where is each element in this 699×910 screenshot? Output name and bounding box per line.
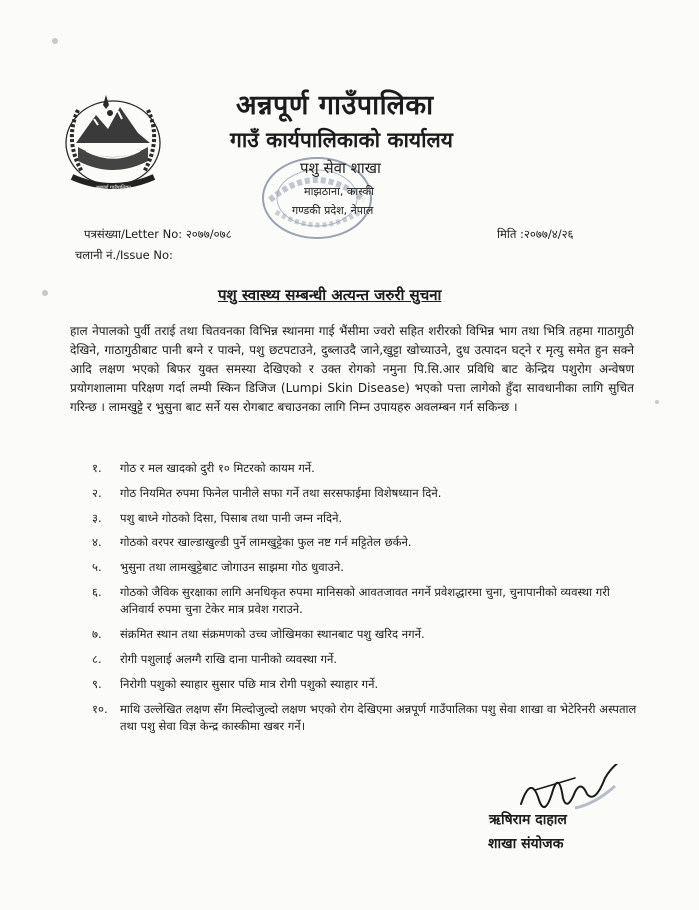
scan-speck <box>52 38 58 44</box>
list-item-number: ३. <box>92 510 102 525</box>
scan-speck <box>42 290 48 296</box>
list-item-number: ७. <box>92 627 102 642</box>
measures-list <box>92 460 638 743</box>
list-item <box>92 534 638 552</box>
notice-subject: पशु स्वास्थ्य सम्बन्धी अत्यन्त जरुरी सुचना <box>218 286 442 304</box>
list-item <box>92 559 638 577</box>
list-item-text: गोठ नियमित रुपमा फिनेल पानीले सफा गर्ने तथा सरसफाईमा विशेषध्यान दिने. <box>120 485 442 500</box>
list-item-text: गोठको वरपर खाल्डाखुल्डी पुर्ने लामखुट्टेका फुल नष्ट गर्न मट्टितेल छर्कने. <box>120 535 412 550</box>
list-item <box>92 510 638 528</box>
list-item-text: भुसुना तथा लामखुट्टेबाट जोगाउन साझमा गोठ धुवाउने. <box>120 560 344 575</box>
issue-number: चलानी नं./Issue No: <box>75 248 173 262</box>
branch-name: पशु सेवा शाखा <box>300 159 381 177</box>
list-item <box>92 676 638 694</box>
list-item <box>92 651 638 669</box>
list-item <box>92 626 638 644</box>
list-item-text: माथि उल्लेखित लक्षण सँग मिल्दोजुल्दो लक्षण भएको रोग देखिएमा अन्नपूर्ण गाउँपालिका पशु सेवा शाखा वा भेटेरिनरी अस्पताल तथा पशु सेवा विज्ञ केन्द्र कास्कीमा खबर गर्ने। <box>120 701 637 734</box>
letter-number: पत्रसंख्या/Letter No: २०७७/०७८ <box>84 227 232 241</box>
list-item-number: २. <box>92 485 102 500</box>
government-emblem <box>48 85 178 195</box>
office-province: गण्डकी प्रदेश, नेपाल <box>292 204 374 217</box>
list-item-number: ८. <box>92 652 102 667</box>
list-item-text: गोठ र मल खादको दुरी १० मिटरको कायम गर्ने. <box>120 461 315 475</box>
emblem-caption: अन्नपूर्ण गाउँपालिका <box>95 185 131 191</box>
list-item <box>92 460 638 478</box>
list-item-number: ५. <box>92 560 102 575</box>
notice-body: हाल नेपालको पुर्वी तराई तथा चितवनका विभिन्न स्थानमा गाई भैंसीमा ज्वरो सहित शरीरको विभिन्न भाग तथा भित्रि तहमा गाठागुठी देखिने, गाठागुठीबाट पानी बग्ने र पाक्ने, पशु छटपटाउने, दुब्लाउदै जाने,खुट्टा खोच्याउने, दुध उत्पादन घट्ने र मृत्यु समेत हुन सक्ने आदि लक्षण भएको बिफर युक्त समस्या देखिएको र उक्त रोगको नमुना पि.सि.आर प्रविधि बाट केन्द्रिय पशुरोग अन्वेषण प्रयोगशालामा परिक्षण गर्दा लम्पी स्किन डिजिज (Lumpi Skin Disease) भएको पत्ता लागेको हुँदा सावधानीका लागि सुचित गरिन्छ । लामखुट्टे र भुसुना बाट सर्ने यस रोगबाट बचाउनका लागि निम्न उपायहरु अवलम्बन गर्न सकिन्छ । <box>70 324 634 414</box>
office-address: माझठाना, कास्की <box>304 185 374 198</box>
list-item-text: पशु बाध्ने गोठको दिसा, पिसाब तथा पानी जम्न नदिने. <box>120 510 343 525</box>
list-item-number: ६. <box>92 584 102 599</box>
signatory-title: शाखा संयोजक <box>488 836 564 852</box>
municipality-name: अन्नपूर्ण गाउँपालिका <box>236 90 434 121</box>
list-item-number: १. <box>92 461 102 475</box>
list-item-number: १०. <box>92 701 108 716</box>
list-item <box>92 701 638 736</box>
office-name: गाउँ कार्यपालिकाको कार्यालय <box>230 128 453 152</box>
scan-speck <box>655 400 659 404</box>
signatory-name: ऋषिराम दाहाल <box>489 812 567 828</box>
list-item <box>92 584 638 619</box>
list-item-number: ४. <box>92 535 102 550</box>
list-item-text: रोगी पशुलाई अलग्गै राखि दाना पानीको व्यवस्था गर्ने. <box>120 652 338 667</box>
list-item-number: ९. <box>92 676 102 691</box>
list-item <box>92 485 638 503</box>
list-item-text: संक्रमित स्थान तथा संक्रमणको उच्च जोखिमका स्थानबाट पशु खरिद नगर्ने. <box>120 627 425 642</box>
list-item-text: गोठको जैविक सुरक्षाका लागि अनधिकृत रुपमा मानिसको आवतजावत नगर्ने प्रवेशद्धारमा चुना, चुनापानीको व्यवस्था गरी अनिवार्य रुपमा चुना टेकेर मात्र प्रवेश गराउने. <box>120 584 610 617</box>
letter-date: मिति :२०७७/४/२६ <box>497 227 574 241</box>
list-item-text: निरोगी पशुको स्याहार सुसार पछि मात्र रोगी पशुको स्याहार गर्ने. <box>120 676 379 691</box>
